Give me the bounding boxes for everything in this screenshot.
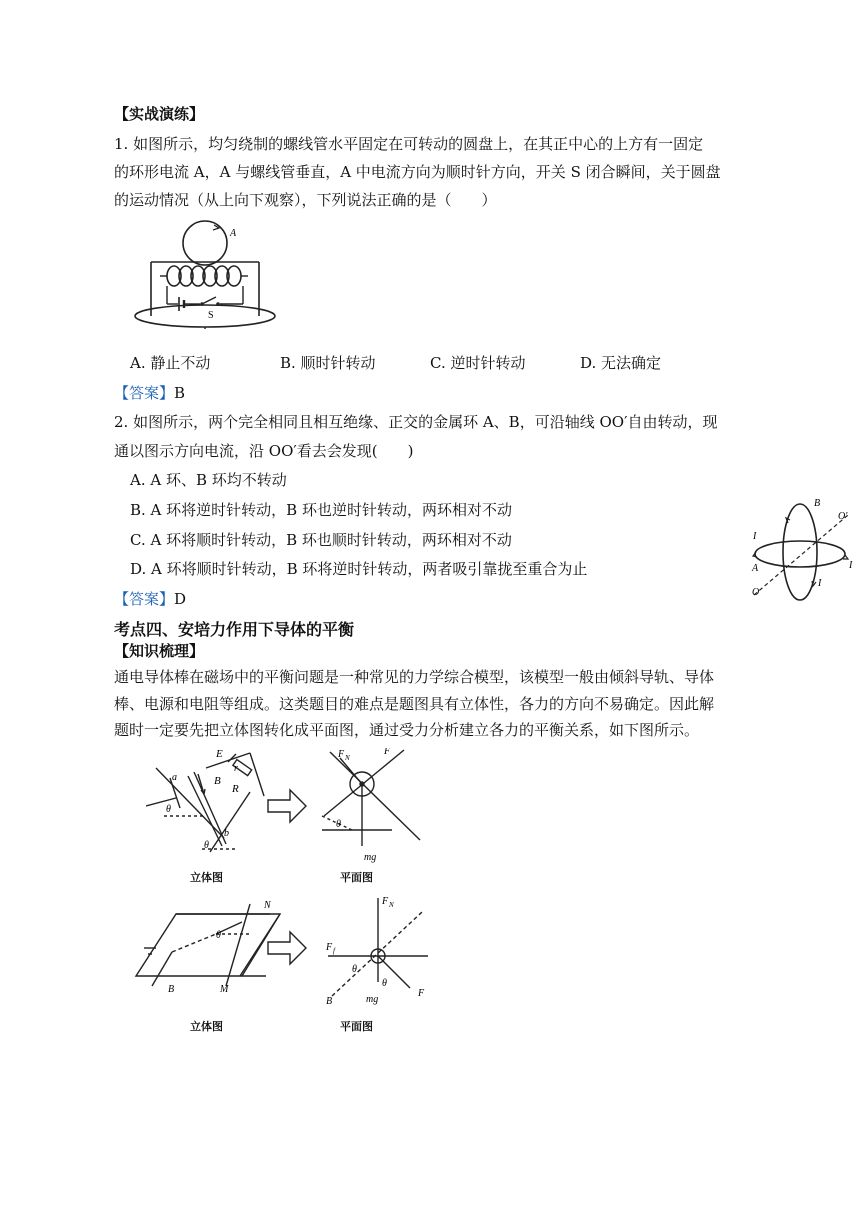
e-label: E — [216, 748, 223, 760]
ring-a-shape — [183, 221, 227, 265]
theta-label-4: θ — [216, 930, 221, 941]
theta-label-1: θ — [166, 804, 171, 815]
q1-line-3: 的运动情况（从上向下观察），下列说法正确的是（ ） — [114, 191, 497, 209]
para-line: 题时一定要先把立体图转化成平面图，通过受力分析建立各力的平衡关系，如下图所示。 — [114, 721, 700, 739]
rotating-disk — [135, 305, 275, 327]
b-dashed-line — [332, 912, 422, 996]
o-label: O — [752, 587, 760, 598]
q1-option-b: B. 顺时针转动 — [280, 354, 376, 372]
switch-s — [202, 297, 216, 304]
rail-frame-back — [136, 914, 280, 976]
theta-label-2: θ — [204, 840, 209, 851]
q1-line-1: 1. 如图所示，均匀绕制的螺线管水平固定在可转动的圆盘上，在其正中心的上方有一固定 — [114, 135, 704, 153]
conversion-arrow-icon — [268, 932, 306, 964]
ring-a-label: A — [230, 228, 237, 239]
horizontal-rail-figure — [132, 892, 452, 1012]
answer-tag: 【答案】 — [114, 384, 175, 402]
q2-answer-value: D — [174, 590, 187, 608]
q1-line-2: 的环形电流 A，A 与螺线管垂直，A 中电流方向为顺时针方向，开关 S 闭合瞬间，关于圆盘 — [114, 163, 721, 181]
ff-label: F — [326, 942, 333, 953]
q1-option-c: C. 逆时针转动 — [430, 354, 526, 372]
a-label: a — [172, 772, 177, 783]
inclined-rail-figure — [146, 748, 446, 888]
ring-a-label: A — [752, 563, 759, 574]
section4-title: 考点四、安培力作用下导体的平衡 — [114, 620, 355, 639]
q2-option-d: D. A 环将顺时针转动，B 环将逆时针转动，两者吸引靠拢至重合为止 — [130, 560, 588, 578]
ring-b-label: B — [814, 498, 821, 509]
conversion-arrow-icon — [268, 790, 306, 822]
q1-option-d: D. 无法确定 — [580, 354, 662, 372]
b-label-2: B — [326, 996, 333, 1007]
figure3-left-caption: 立体图 — [190, 871, 223, 884]
fn-label-2: F — [382, 896, 389, 907]
o-prime-label: O′ — [838, 511, 848, 522]
solenoid-disk-figure — [130, 220, 280, 330]
q2-line-2: 通以图示方向电流，沿 OO′看去会发现( ) — [114, 442, 414, 460]
mg-label: mg — [364, 852, 377, 863]
q2-answer — [114, 589, 186, 609]
ring-a — [755, 541, 845, 567]
section4-paragraph — [114, 664, 732, 744]
b-label: B — [168, 984, 175, 995]
m-label: M — [220, 984, 229, 995]
mg-label-2: mg — [366, 994, 379, 1005]
solenoid-coil — [167, 266, 241, 286]
section4-subheading: 【知识梳理】 — [114, 642, 205, 660]
section-heading-practice: 【实战演练】 — [114, 105, 205, 123]
b-field-arrow — [152, 952, 172, 986]
r-resistor-label: R — [232, 783, 239, 795]
q2-line-1: 2. 如图所示，两个完全相同且相互绝缘、正交的金属环 A、B，可沿轴线 OO′自由转动，现 — [114, 413, 718, 431]
figure3-right-caption: 平面图 — [340, 871, 373, 884]
ff-subscript: f — [333, 947, 335, 955]
axis-oo-prime — [754, 515, 848, 595]
current-label-1: I — [753, 531, 757, 542]
n-label: N — [264, 900, 271, 911]
theta-label-3: θ — [336, 819, 341, 830]
fn-subscript-2: N — [389, 901, 394, 909]
figure4-left-caption: 立体图 — [190, 1020, 223, 1033]
q1-answer — [114, 383, 185, 403]
current-label-2: I — [849, 560, 853, 571]
r-small-label: r — [234, 763, 238, 774]
f-label-2: F — [418, 988, 425, 999]
f-label: F — [384, 748, 391, 757]
q1-option-a: A. 静止不动 — [130, 354, 211, 372]
b-field-label: B — [214, 775, 221, 787]
rail-right — [250, 753, 264, 796]
para-line: 棒、电源和电阻等组成。这类题目的难点是题图具有立体性，各力的方向不易确定。因此解 — [114, 694, 715, 713]
figure4-right-caption: 平面图 — [340, 1020, 373, 1033]
q2-option-a: A. A 环、B 环均不转动 — [130, 471, 287, 489]
q1-answer-value: B — [174, 384, 186, 402]
fn-subscript: N — [345, 754, 350, 762]
conductor-rod — [226, 904, 250, 986]
q2-option-b: B. A 环将逆时针转动，B 环也逆时针转动，两环相对不动 — [130, 501, 512, 519]
q2-option-c: C. A 环将顺时针转动，B 环也顺时针转动，两环相对不动 — [130, 531, 512, 549]
fn-label: F — [338, 749, 345, 760]
para-line: 通电导体棒在磁场中的平衡问题是一种常见的力学综合模型，该模型一般由倾斜导轨、导体 — [114, 668, 715, 686]
current-label-3: I — [818, 578, 822, 589]
b-point-label: b — [224, 828, 229, 839]
answer-tag: 【答案】 — [114, 590, 175, 608]
switch-label: S — [208, 310, 214, 321]
theta-label-6: θ — [382, 978, 387, 989]
orthogonal-rings-figure — [748, 495, 860, 605]
theta-label-5: θ — [352, 964, 357, 975]
